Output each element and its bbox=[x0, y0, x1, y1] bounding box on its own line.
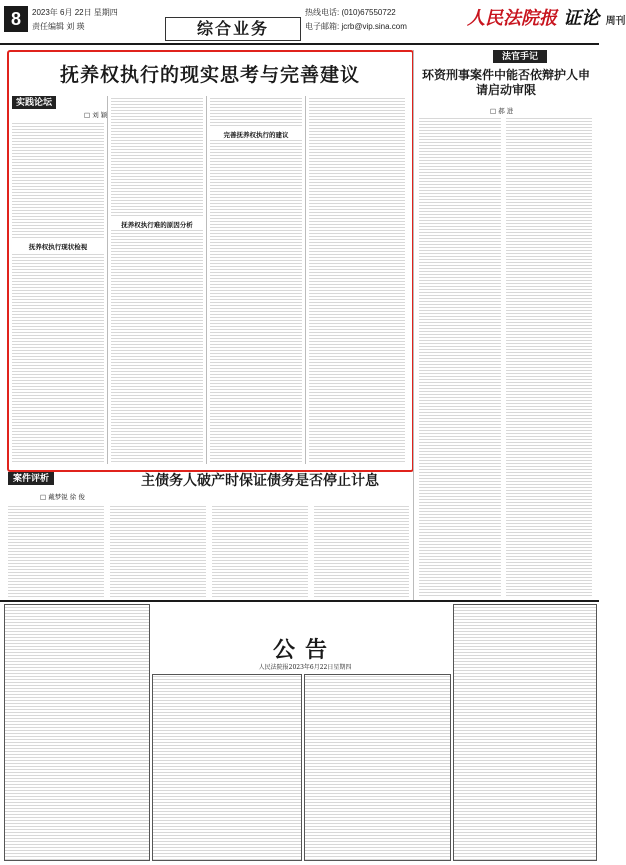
feature-subhead-1: 抚养权执行现状检视 bbox=[28, 244, 88, 251]
feature-col-1b bbox=[12, 252, 104, 462]
feature-col-4 bbox=[309, 96, 405, 462]
notice-rule bbox=[0, 600, 599, 602]
section-title: 综合业务 bbox=[165, 17, 301, 41]
mid-article-col-1 bbox=[8, 505, 104, 597]
mid-article-col-4 bbox=[314, 505, 409, 597]
feature-col-3b bbox=[210, 140, 302, 462]
notice-block-left bbox=[4, 604, 150, 861]
feature-col-2b bbox=[111, 230, 203, 462]
date-line: 2023年 6月 22日 星期四 bbox=[32, 8, 118, 17]
column-rule bbox=[305, 96, 306, 464]
column-rule bbox=[206, 96, 207, 464]
brand-logo bbox=[467, 4, 626, 30]
brand-weekly: 周刊 bbox=[605, 16, 626, 27]
feature-subhead-2: 抚养权执行难的原因分析 bbox=[121, 222, 193, 229]
feature-subhead-3: 完善抚养权执行的建议 bbox=[223, 132, 289, 139]
column-rule bbox=[107, 96, 108, 464]
brand-name: 人民法院报 bbox=[467, 8, 557, 29]
feature-col-3a bbox=[210, 96, 302, 126]
mid-article-tag: 案件评析 bbox=[8, 472, 54, 485]
right-article-title: 环资刑事案件中能否依辩护人申请启动审限 bbox=[421, 68, 590, 97]
page-header bbox=[0, 0, 626, 44]
feature-column-tag: 实践论坛 bbox=[12, 96, 56, 109]
mid-article-author: □ 戴梦锐 徐 俊 bbox=[40, 493, 85, 501]
right-article-col-1 bbox=[419, 118, 501, 596]
feature-col-2a bbox=[111, 96, 203, 216]
feature-col-1a bbox=[12, 122, 104, 238]
notice-block-3 bbox=[304, 674, 451, 861]
mid-article-title: 主债务人破产时保证债务是否停止计息 bbox=[141, 473, 379, 489]
feature-title: 抚养权执行的现实思考与完善建议 bbox=[59, 64, 360, 86]
page-number: 8 bbox=[4, 6, 28, 32]
notice-block-right bbox=[453, 604, 597, 861]
column-rule bbox=[413, 50, 414, 600]
editor-line: 责任编辑 刘 瑛 bbox=[32, 22, 85, 31]
right-article-author: □ 郝 进 bbox=[490, 107, 514, 115]
feature-author: □ 刘 颖 bbox=[84, 111, 108, 119]
mid-article-col-3 bbox=[212, 505, 308, 597]
gonggao-title: 公告 bbox=[272, 637, 337, 663]
right-article-tag: 法官手记 bbox=[493, 50, 547, 63]
email: 电子邮箱: jcrb@vip.sina.com bbox=[305, 22, 407, 31]
gonggao-subtitle: 人民法院报2023年6月22日星期四 bbox=[258, 664, 352, 671]
mid-article-col-2 bbox=[110, 505, 206, 597]
hotline: 热线电话: (010)67550722 bbox=[305, 8, 396, 17]
header-rule bbox=[0, 43, 599, 45]
notice-block-2 bbox=[152, 674, 302, 861]
brand-suffix: 证论 bbox=[563, 8, 600, 29]
right-article-col-2 bbox=[506, 118, 592, 596]
